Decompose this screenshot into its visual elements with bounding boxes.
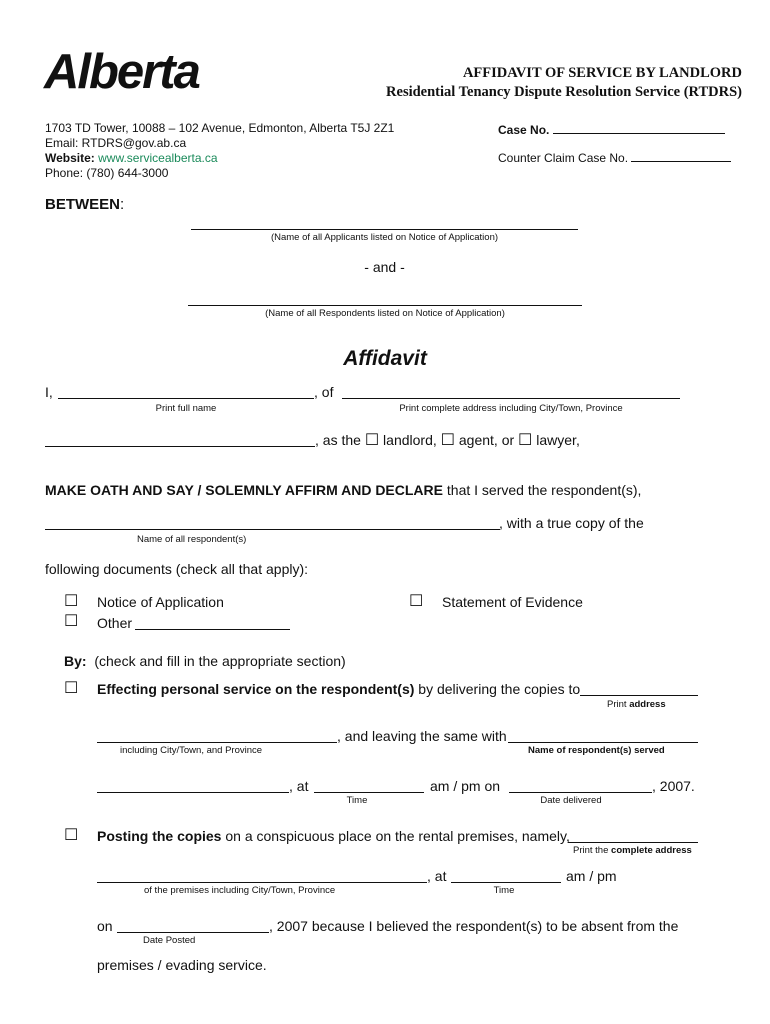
agent-label: agent, or — [458, 432, 515, 448]
agent-checkbox[interactable]: ☐ — [440, 432, 455, 449]
affidavit-title: Affidavit — [343, 347, 427, 370]
posting-address-caption — [573, 845, 692, 856]
delivery-address-field[interactable] — [580, 695, 698, 696]
address-field[interactable] — [342, 398, 680, 399]
website-link[interactable]: www.servicealberta.ca — [98, 151, 218, 165]
personal-bold: Effecting personal service on the respondent(s) — [97, 681, 415, 697]
on-label: on — [97, 918, 113, 934]
other-checkbox[interactable]: ☐ — [64, 613, 79, 630]
posting-text — [97, 828, 570, 844]
print-prefix: Print — [607, 699, 627, 710]
role-name-field[interactable] — [45, 446, 315, 447]
contact-email: Email: RTDRS@gov.ab.ca — [45, 136, 187, 150]
name-served-caption: Name of respondent(s) served — [528, 745, 665, 756]
between-heading — [45, 196, 124, 213]
evading-text: premises / evading service. — [97, 957, 267, 973]
city-province-caption: including City/Town, and Province — [120, 745, 263, 756]
website-label: Website: — [45, 151, 95, 165]
personal-service-checkbox[interactable]: ☐ — [64, 680, 79, 697]
counter-claim-label: Counter Claim Case No. — [498, 151, 629, 165]
statement-label: Statement of Evidence — [442, 594, 583, 610]
posting-address-field[interactable] — [568, 842, 698, 843]
print-address-bold: address — [629, 699, 666, 710]
title-line-1: AFFIDAVIT OF SERVICE BY LANDLORD — [462, 65, 742, 81]
posting-rest: on a conspicuous place on the rental premises, namely, — [225, 828, 570, 844]
contact-phone: Phone: (780) 644-3000 — [45, 166, 169, 180]
full-name-caption: Print full name — [155, 403, 217, 414]
lawyer-label: lawyer, — [536, 432, 580, 448]
at-label: , at — [289, 778, 309, 794]
case-no-row — [498, 121, 725, 137]
by-row — [64, 653, 346, 669]
date-delivered-field[interactable] — [509, 792, 652, 793]
personal-time-field[interactable] — [314, 792, 424, 793]
applicants-caption: (Name of all Applicants listed on Notice of Application) — [270, 232, 499, 243]
personal-service-text — [97, 681, 580, 697]
date-posted-field[interactable] — [117, 932, 269, 933]
true-copy-label: , with a true copy of the — [499, 515, 644, 531]
respondents-served-caption: Name of all respondent(s) — [137, 534, 247, 545]
of-label: , of — [314, 384, 334, 400]
city-province-field[interactable] — [97, 742, 337, 743]
counter-claim-row — [498, 149, 731, 165]
premises-address-field[interactable] — [97, 882, 427, 883]
contact-block — [45, 121, 394, 181]
full-name-field[interactable] — [58, 398, 314, 399]
time2-caption: Time — [493, 885, 515, 896]
between-label: BETWEEN — [45, 196, 120, 213]
posting-bold: Posting the copies — [97, 828, 222, 844]
posting-time-field[interactable] — [451, 882, 561, 883]
contact-website — [45, 151, 394, 166]
between-colon: : — [120, 196, 125, 213]
contact-address: 1703 TD Tower, 10088 – 102 Avenue, Edmonton, Alberta T5J 2Z1 — [45, 121, 395, 135]
year-label: , 2007. — [652, 778, 695, 794]
case-no-label: Case No. — [498, 123, 550, 137]
other-field[interactable] — [135, 629, 290, 630]
alberta-logo: Alberta — [44, 45, 199, 99]
delivery-address-caption — [607, 699, 666, 710]
am-pm-label: am / pm — [566, 868, 617, 884]
personal-extra-field[interactable] — [97, 792, 289, 793]
landlord-label: landlord, — [383, 432, 437, 448]
by-instruction: (check and fill in the appropriate section) — [94, 653, 346, 669]
title-line-2: Residential Tenancy Dispute Resolution Service (RTDRS) — [386, 84, 742, 100]
address-caption: Print complete address including City/Town, Province — [399, 403, 623, 414]
leaving-same-label: , and leaving the same with — [337, 728, 507, 744]
following-documents: following documents (check all that apply): — [45, 561, 309, 577]
respondents-caption: (Name of all Respondents listed on Notice of Application) — [265, 308, 505, 319]
date-posted-caption: Date Posted — [143, 935, 196, 946]
counter-claim-field[interactable] — [631, 149, 731, 162]
am-pm-on-label: am / pm on — [430, 778, 501, 794]
by-label: By: — [64, 653, 87, 669]
respondents-name-field[interactable] — [188, 305, 582, 306]
time-caption: Time — [346, 795, 368, 806]
oath-bold: MAKE OATH AND SAY / SOLEMNLY AFFIRM AND DECLARE — [45, 482, 443, 498]
i-label: I, — [45, 384, 53, 400]
date-delivered-caption: Date delivered — [540, 795, 602, 806]
oath-rest: that I served the respondent(s), — [446, 482, 642, 498]
name-served-field[interactable] — [508, 742, 698, 743]
statement-checkbox[interactable]: ☐ — [409, 593, 424, 610]
as-the-label: , as the — [315, 432, 361, 448]
case-no-field[interactable] — [553, 121, 725, 134]
respondents-served-field[interactable] — [45, 529, 500, 530]
notice-checkbox[interactable]: ☐ — [64, 593, 79, 610]
notice-label: Notice of Application — [97, 594, 224, 610]
role-row — [315, 432, 580, 449]
premises-caption: of the premises including City/Town, Province — [144, 885, 336, 896]
landlord-checkbox[interactable]: ☐ — [364, 432, 380, 449]
complete-address-bold: complete address — [611, 845, 692, 856]
print-the: Print the — [573, 845, 609, 856]
lawyer-checkbox[interactable]: ☐ — [518, 432, 533, 449]
personal-rest: by delivering the copies to — [418, 681, 581, 697]
applicants-name-field[interactable] — [191, 229, 578, 230]
because-text: , 2007 because I believed the respondent(s) to be absent from the — [269, 918, 679, 934]
oath-statement — [45, 482, 641, 498]
and-separator: - and - — [364, 259, 405, 275]
document-title — [386, 64, 742, 102]
posting-checkbox[interactable]: ☐ — [64, 827, 79, 844]
at2-label: , at — [427, 868, 447, 884]
other-label: Other — [97, 615, 133, 631]
